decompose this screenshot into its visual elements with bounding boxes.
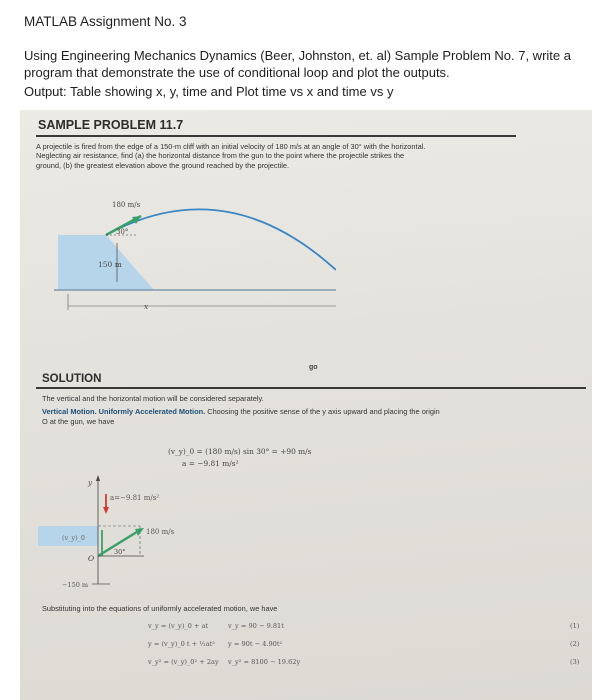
velocity-label: 180 m/s xyxy=(112,201,141,209)
problem-statement: A projectile is fired from the edge of a 150-m cliff with an initial velocity of 180 m/s at an angle of 30° with the horizontal. Neglecting air resistance, find (a) the horizontal distance from the gun to the point where the projectile strikes the ground, (b) the greatest elevation above the ground reached by the projectile. xyxy=(36,142,426,170)
equation-number: (3) xyxy=(570,658,580,666)
angle-label: 30° xyxy=(114,548,126,556)
initial-velocity-label: 180 m/s xyxy=(146,528,175,536)
page-mark: go xyxy=(309,364,318,371)
equation-general: y = (v_y)_0 t + ½at² xyxy=(148,640,215,648)
trajectory-curve xyxy=(106,209,336,270)
y-axis-label: y xyxy=(88,479,92,487)
equation-specific: v_y² = 8100 − 19.62y xyxy=(228,658,301,666)
textbook-photo xyxy=(20,110,592,700)
assignment-output: Output: Table showing x, y, time and Plot time vs x and time vs y xyxy=(24,84,394,99)
initial-velocity-equation: (v_y)_0 = (180 m/s) sin 30° = +90 m/s xyxy=(168,447,312,456)
initial-velocity-arrowhead xyxy=(135,528,144,536)
vertical-motion-heading: Vertical Motion. Uniformly Accelerated Motion. xyxy=(42,407,206,416)
initial-conditions xyxy=(168,446,311,470)
substitution-text: Substituting into the equations of uniformly accelerated motion, we have xyxy=(42,604,278,613)
sample-problem-heading: SAMPLE PROBLEM 11.7 xyxy=(38,118,184,132)
equation-specific: y = 90t − 4.90t² xyxy=(228,640,283,648)
solution-intro: The vertical and the horizontal motion will be considered separately. xyxy=(42,394,264,403)
assignment-title: MATLAB Assignment No. 3 xyxy=(24,14,187,29)
origin-label: O xyxy=(88,554,95,563)
assignment-header xyxy=(24,14,584,100)
depth-label: −150 m xyxy=(62,581,89,589)
assignment-prompt: Using Engineering Mechanics Dynamics (Beer, Johnston, et. al) Sample Problem No. 7, write a program that demonstrate the use of conditional loop and plot the outputs. xyxy=(24,48,571,80)
heading-rule xyxy=(36,135,516,137)
vertical-motion-figure xyxy=(34,474,204,594)
distance-label: x xyxy=(144,302,149,311)
cliff-label: 150 m xyxy=(98,260,122,269)
acceleration-label: a=−9.81 m/s² xyxy=(110,494,160,502)
projectile-figure xyxy=(36,190,336,340)
equation-general: v_y² = (v_y)_0² + 2ay xyxy=(148,658,219,666)
vertical-motion-body: Choosing the positive sense of the y axis upward and placing the origin O at the gun, we have xyxy=(42,407,440,426)
acceleration-equation: a = −9.81 m/s² xyxy=(182,459,239,468)
equation-specific: v_y = 90 − 9.81t xyxy=(228,622,284,630)
y-axis-arrowhead xyxy=(96,475,100,481)
equation-general: v_y = (v_y)_0 + at xyxy=(148,622,209,630)
solution-rule xyxy=(36,387,586,389)
solution-heading: SOLUTION xyxy=(42,373,102,385)
angle-label: 30° xyxy=(116,228,129,236)
acceleration-arrowhead xyxy=(103,507,109,514)
equation-number: (2) xyxy=(570,640,580,648)
equation-number: (1) xyxy=(570,622,580,630)
vy0-label: (v_y)_0 xyxy=(62,534,86,542)
vertical-motion-text xyxy=(42,407,442,426)
